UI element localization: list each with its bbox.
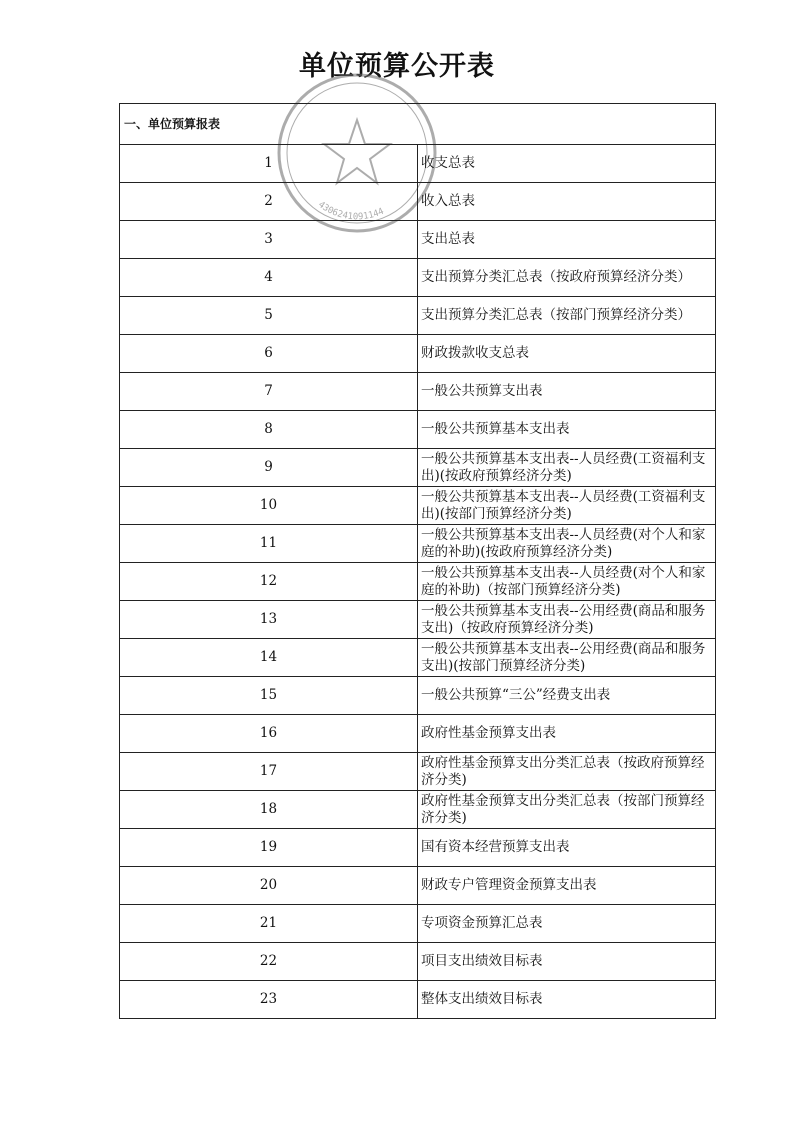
table-row [120, 563, 716, 601]
page-title: 单位预算公开表 [299, 51, 495, 82]
section-header-row [120, 104, 716, 145]
table-row [120, 411, 716, 449]
row-report-name: 一般公共预算基本支出表 [418, 411, 716, 449]
row-report-name: 支出总表 [418, 221, 716, 259]
row-number: 20 [120, 867, 418, 905]
row-report-name: 一般公共预算基本支出表--人员经费(对个人和家庭的补助)（按部门预算经济分类) [418, 563, 716, 601]
row-number: 13 [120, 601, 418, 639]
section-title: 一、单位预算报表 [120, 104, 716, 145]
row-report-name: 一般公共预算基本支出表--人员经费(工资福利支出)(按政府预算经济分类) [418, 449, 716, 487]
table-row [120, 335, 716, 373]
row-report-name: 一般公共预算“三公”经费支出表 [418, 677, 716, 715]
budget-report-table [119, 103, 716, 1019]
row-number: 4 [120, 259, 418, 297]
table-row [120, 715, 716, 753]
row-report-name: 一般公共预算基本支出表--人员经费(对个人和家庭的补助)(按政府预算经济分类) [418, 525, 716, 563]
row-report-name: 专项资金预算汇总表 [418, 905, 716, 943]
row-number: 10 [120, 487, 418, 525]
row-number: 21 [120, 905, 418, 943]
table-row [120, 867, 716, 905]
table-row [120, 677, 716, 715]
table-row [120, 183, 716, 221]
row-report-name: 收支总表 [418, 145, 716, 183]
seal-code: 4306241091144 [316, 199, 386, 223]
row-report-name: 一般公共预算基本支出表--人员经费(工资福利支出)(按部门预算经济分类) [418, 487, 716, 525]
row-number: 23 [120, 981, 418, 1019]
row-report-name: 项目支出绩效目标表 [418, 943, 716, 981]
row-report-name: 支出预算分类汇总表（按部门预算经济分类） [418, 297, 716, 335]
table-row [120, 905, 716, 943]
row-report-name: 支出预算分类汇总表（按政府预算经济分类） [418, 259, 716, 297]
table-row [120, 259, 716, 297]
table-row [120, 525, 716, 563]
row-number: 14 [120, 639, 418, 677]
row-report-name: 政府性基金预算支出分类汇总表（按政府预算经济分类) [418, 753, 716, 791]
row-report-name: 整体支出绩效目标表 [418, 981, 716, 1019]
row-number: 15 [120, 677, 418, 715]
row-report-name: 一般公共预算基本支出表--公用经费(商品和服务支出)(按部门预算经济分类) [418, 639, 716, 677]
row-report-name: 政府性基金预算支出表 [418, 715, 716, 753]
table-row [120, 753, 716, 791]
table-row [120, 487, 716, 525]
table-row [120, 373, 716, 411]
table-row [120, 943, 716, 981]
row-number: 19 [120, 829, 418, 867]
row-number: 11 [120, 525, 418, 563]
row-number: 5 [120, 297, 418, 335]
table-row [120, 981, 716, 1019]
row-number: 12 [120, 563, 418, 601]
table-row [120, 221, 716, 259]
row-report-name: 政府性基金预算支出分类汇总表（按部门预算经济分类) [418, 791, 716, 829]
row-number: 16 [120, 715, 418, 753]
row-report-name: 一般公共预算支出表 [418, 373, 716, 411]
row-report-name: 收入总表 [418, 183, 716, 221]
table-row [120, 829, 716, 867]
row-number: 2 [120, 183, 418, 221]
row-number: 6 [120, 335, 418, 373]
row-number: 8 [120, 411, 418, 449]
row-number: 9 [120, 449, 418, 487]
row-report-name: 财政专户管理资金预算支出表 [418, 867, 716, 905]
table-row [120, 601, 716, 639]
row-report-name: 国有资本经营预算支出表 [418, 829, 716, 867]
row-number: 18 [120, 791, 418, 829]
table-row [120, 297, 716, 335]
row-report-name: 财政拨款收支总表 [418, 335, 716, 373]
row-report-name: 一般公共预算基本支出表--公用经费(商品和服务支出)（按政府预算经济分类) [418, 601, 716, 639]
table-row [120, 639, 716, 677]
table-row [120, 791, 716, 829]
row-number: 7 [120, 373, 418, 411]
table-row [120, 145, 716, 183]
row-number: 17 [120, 753, 418, 791]
table-row [120, 449, 716, 487]
row-number: 1 [120, 145, 418, 183]
row-number: 22 [120, 943, 418, 981]
row-number: 3 [120, 221, 418, 259]
